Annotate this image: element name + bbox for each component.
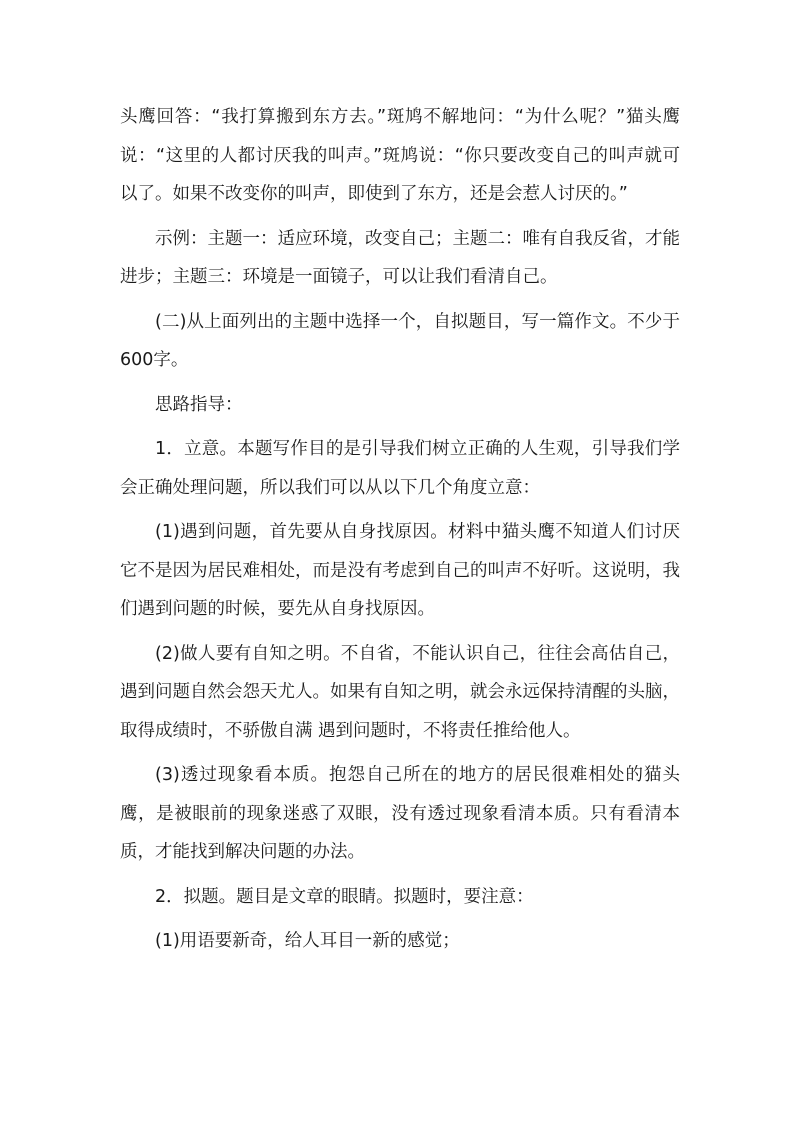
paragraph-story-ending: 头鹰回答：“我打算搬到东方去。”斑鸠不解地问：“为什么呢？”猫头鹰说：“这里的人都讨厌我的叫声。”斑鸠说：“你只要改变自己的叫声就可以了。如果不改变你的叫声，即使到了东方，还是会惹人讨厌的。” — [120, 107, 680, 204]
paragraph-point-2-title: 2．拟题。题目是文章的眼睛。拟题时，要注意： — [155, 886, 534, 907]
paragraph-sub-point-2: (2)做人要有自知之明。不自省，不能认识自己，往往会高估自己，遇到问题自然会怨天尤人。如果有自知之明，就会永远保持清醒的头脑，取得成绩时，不骄傲自满 遇到问题时，不将责任推给他人。 — [120, 643, 680, 741]
paragraph-title-tip-1: (1)用语要新奇，给人耳目一新的感觉； — [155, 931, 460, 951]
paragraph-guidance-heading: 思路指导： — [155, 394, 243, 415]
paragraph-theme-examples: 示例：主题一：适应环境，改变自己；主题二：唯有自我反省，才能进步；主题三：环境是一面镜子，可以让我们看清自己。 — [120, 228, 680, 287]
paragraph-sub-point-3: (3)透过现象看本质。抱怨自己所在的地方的居民很难相处的猫头鹰，是被眼前的现象迷惑了双眼，没有透过现象看清本质。只有看清本质，才能找到解决问题的办法。 — [120, 765, 680, 862]
document-body — [120, 98, 680, 967]
paragraph-sub-point-1: (1)遇到问题，首先要从自身找原因。材料中猫头鹰不知道人们讨厌它不是因为居民难相处，而是没有考虑到自己的叫声不好听。这说明，我们遇到问题的时候，要先从自身找原因。 — [120, 522, 680, 619]
paragraph-writing-task: (二)从上面列出的主题中选择一个，自拟题目，写一篇作文。不少于600字。 — [120, 311, 680, 370]
paragraph-point-1-theme: 1．立意。本题写作目的是引导我们树立正确的人生观，引导我们学会正确处理问题，所以我们可以从以下几个角度立意： — [120, 439, 680, 498]
